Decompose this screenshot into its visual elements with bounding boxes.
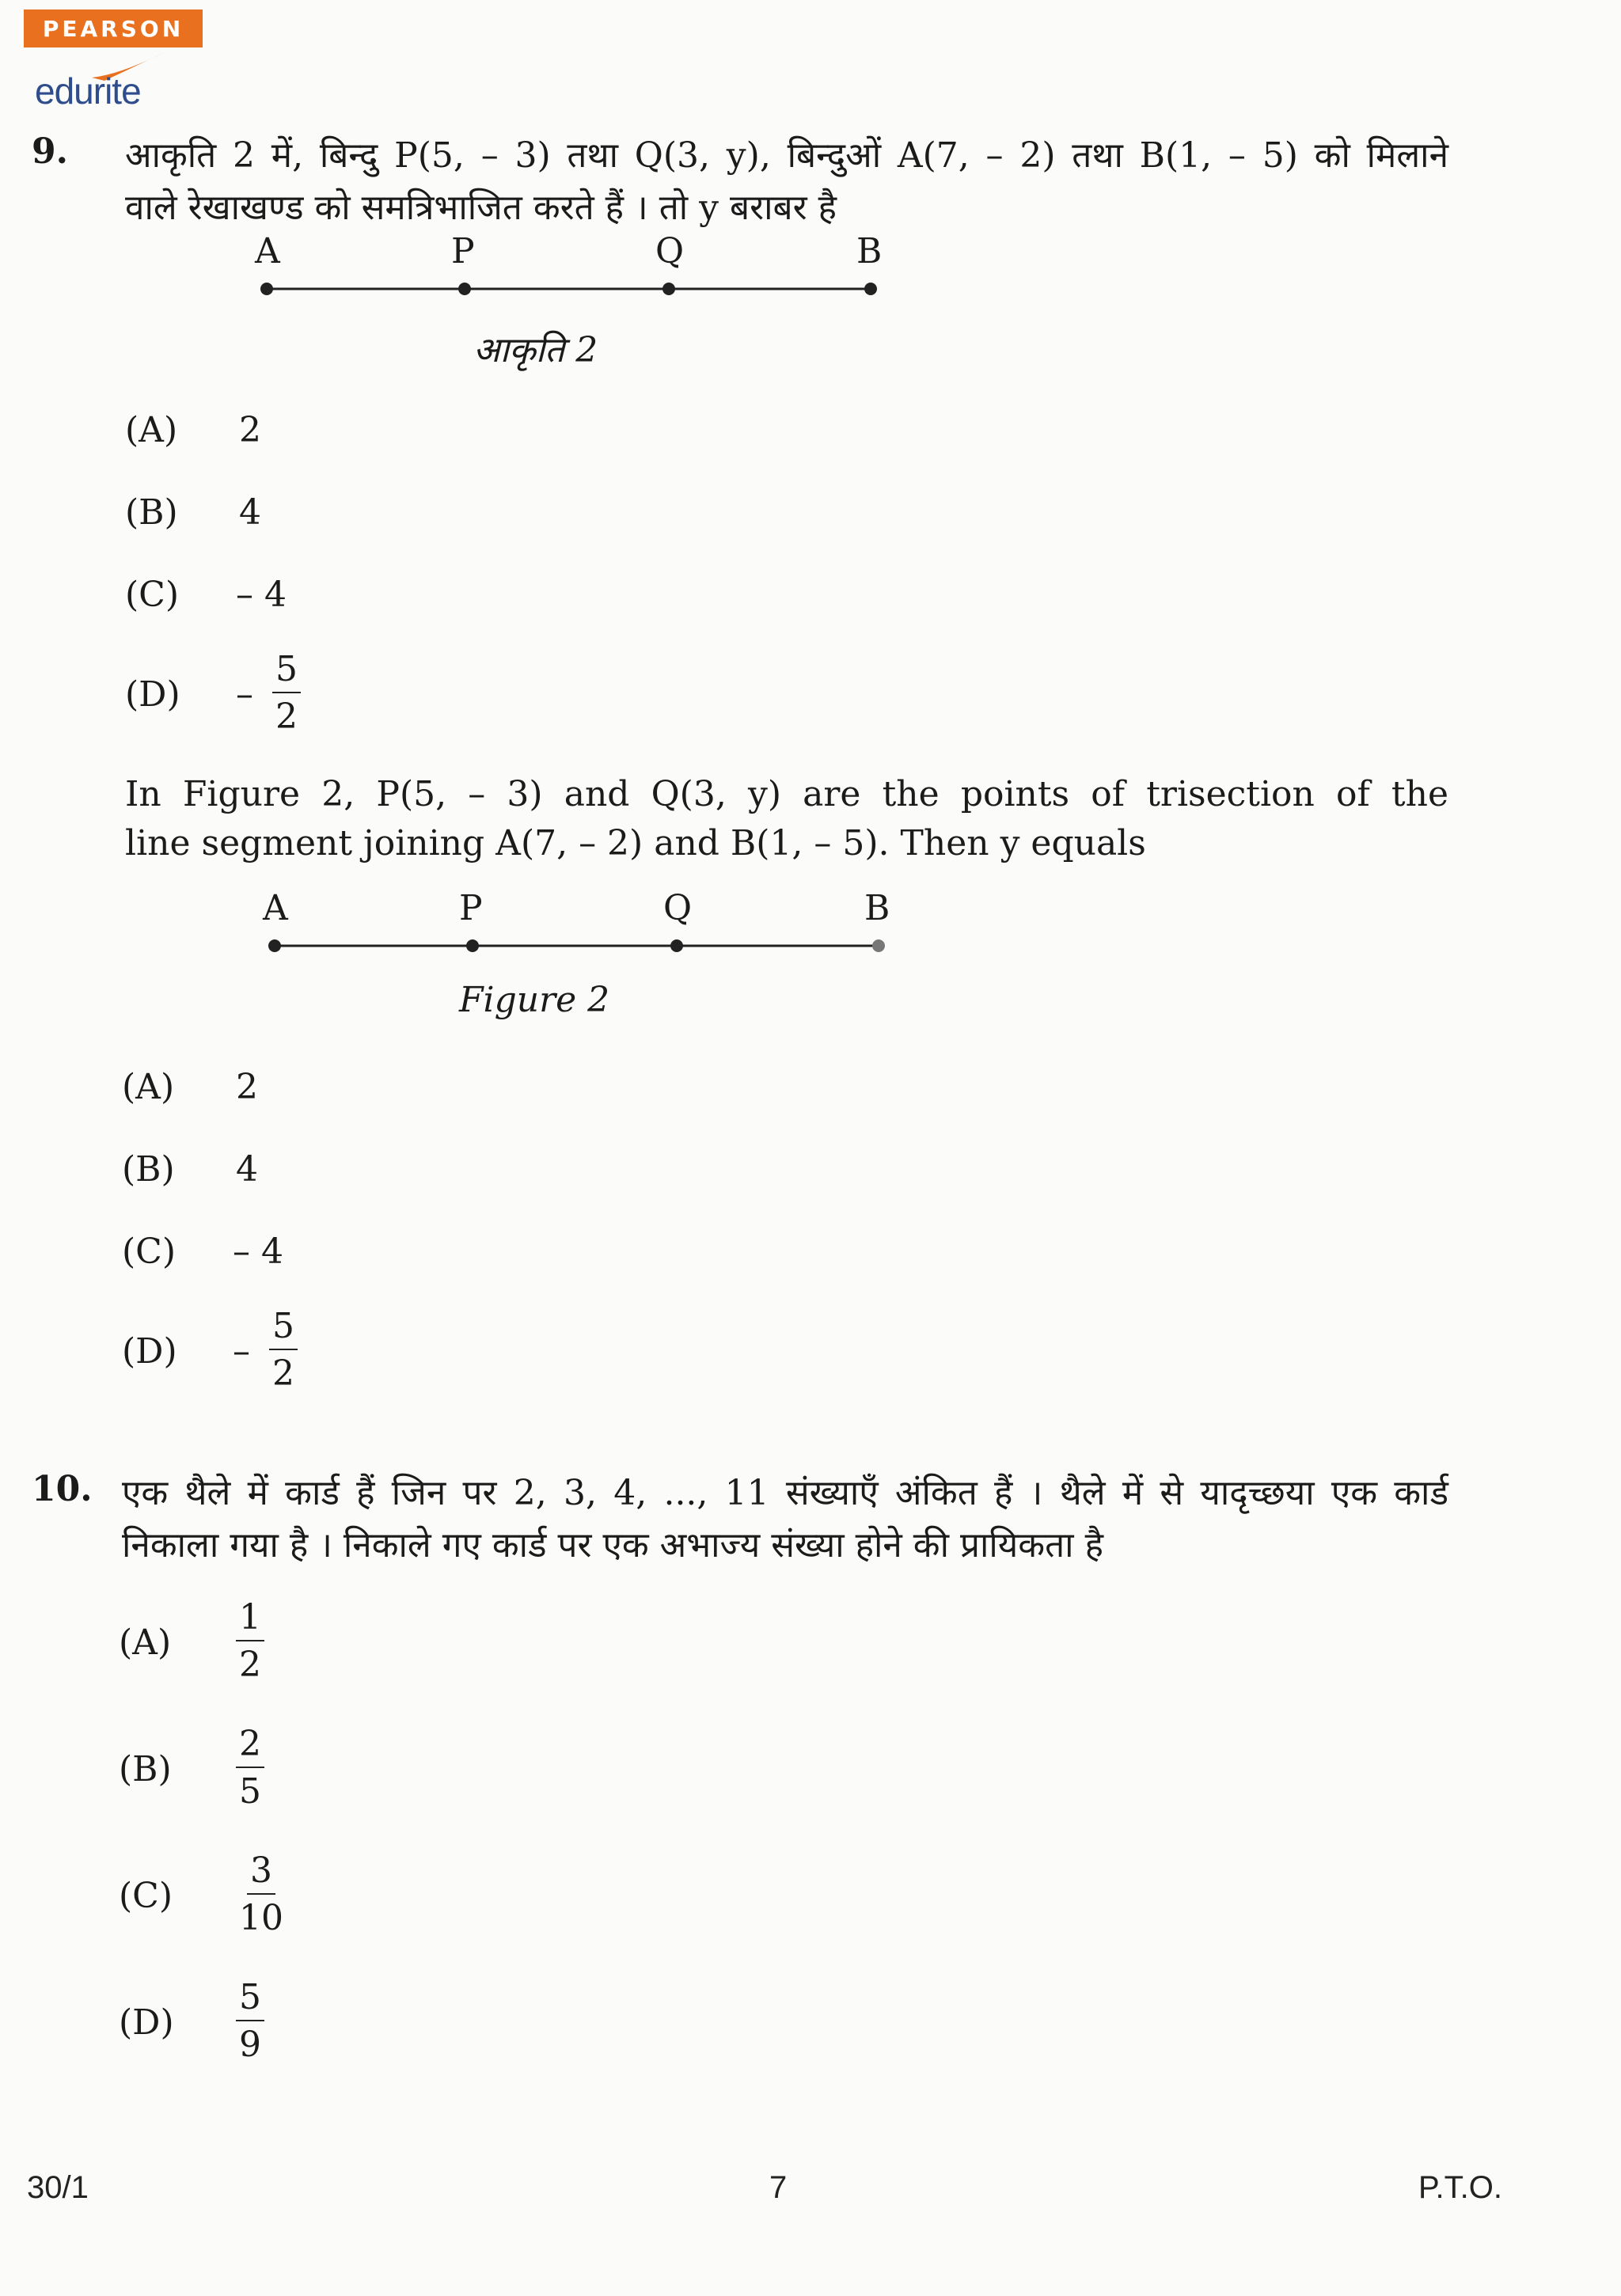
option-d-fraction bbox=[272, 651, 301, 737]
option-d-label: (D) bbox=[122, 1331, 177, 1372]
pearson-logo bbox=[24, 9, 203, 47]
figure-label-q: Q bbox=[655, 231, 685, 271]
option-c-label: (C) bbox=[125, 575, 179, 615]
page-number: 7 bbox=[769, 2170, 788, 2205]
option-b-label: (B) bbox=[119, 1749, 172, 1789]
figure-label-b: B bbox=[864, 888, 890, 928]
fraction-numerator: 3 bbox=[247, 1852, 275, 1895]
figure-label-q: Q bbox=[663, 888, 693, 928]
option-c-value: – 4 bbox=[236, 575, 287, 615]
option-a-fraction bbox=[236, 1599, 264, 1685]
figure-point-q bbox=[662, 283, 675, 295]
fraction-denominator: 9 bbox=[239, 2025, 261, 2066]
figure-caption-hindi: आकृति 2 bbox=[473, 330, 598, 370]
please-turn-over: P.T.O. bbox=[1418, 2170, 1502, 2205]
option-a-label: (A) bbox=[122, 1067, 175, 1107]
fraction-numerator: 1 bbox=[236, 1599, 264, 1641]
pearson-logo-text: PEARSON bbox=[42, 15, 184, 42]
figure-point-p bbox=[458, 283, 471, 295]
fraction-denominator: 2 bbox=[239, 1645, 261, 1686]
paper-code: 30/1 bbox=[27, 2170, 89, 2205]
fraction-numerator: 2 bbox=[236, 1725, 264, 1768]
fraction-numerator: 5 bbox=[269, 1307, 298, 1350]
question-10-hindi-line1: एक थैले में कार्ड हैं जिन पर 2, 3, 4, ..., 11 संख्याएँ अंकित हैं । थैले में से यादृच्छया एक कार्ड bbox=[122, 1473, 1448, 1513]
option-d-sign: – bbox=[233, 1331, 250, 1372]
figure-label-a: A bbox=[255, 231, 280, 271]
fraction-numerator: 5 bbox=[272, 651, 301, 693]
option-d-label: (D) bbox=[119, 2002, 174, 2043]
figure-point-p bbox=[466, 939, 479, 952]
option-b-label: (B) bbox=[122, 1149, 175, 1190]
option-a-value: 2 bbox=[236, 1067, 258, 1107]
figure-point-a bbox=[268, 939, 281, 952]
figure-point-b bbox=[872, 939, 885, 952]
fraction-denominator: 2 bbox=[272, 1353, 294, 1395]
question-9-hindi-line1: आकृति 2 में, बिन्दु P(5, – 3) तथा Q(3, y), बिन्दुओं A(7, – 2) तथा B(1, – 5) को मिलाने bbox=[125, 135, 1448, 176]
option-a-label: (A) bbox=[119, 1622, 172, 1663]
figure-label-a: A bbox=[263, 888, 288, 928]
option-d-sign: – bbox=[236, 674, 253, 715]
edurite-logo: edurite bbox=[35, 70, 141, 112]
option-c-label: (C) bbox=[119, 1876, 173, 1916]
question-9-english-line2: line segment joining A(7, – 2) and B(1, – 5). Then y equals bbox=[125, 823, 1146, 863]
fraction-numerator: 5 bbox=[236, 1979, 264, 2021]
figure-label-p: P bbox=[451, 231, 475, 271]
option-d-fraction bbox=[236, 1979, 264, 2065]
option-b-value: 4 bbox=[239, 492, 261, 533]
option-b-fraction bbox=[236, 1725, 264, 1812]
question-10-number: 10. bbox=[32, 1469, 93, 1509]
figure-point-b bbox=[864, 283, 877, 295]
option-b-label: (B) bbox=[125, 492, 178, 533]
figure-point-q bbox=[670, 939, 683, 952]
option-b-value: 4 bbox=[236, 1149, 258, 1190]
option-c-value: – 4 bbox=[233, 1231, 283, 1272]
fraction-denominator: 5 bbox=[239, 1771, 261, 1812]
option-a-label: (A) bbox=[125, 410, 178, 450]
figure-2-english bbox=[245, 886, 926, 973]
fraction-denominator: 2 bbox=[275, 696, 298, 738]
figure-2-hindi bbox=[237, 230, 918, 317]
option-d-label: (D) bbox=[125, 674, 180, 715]
question-9-hindi-line2: वाले रेखाखण्ड को समत्रिभाजित करते हैं । तो y बराबर है bbox=[125, 188, 837, 228]
figure-label-b: B bbox=[856, 231, 883, 271]
figure-label-p: P bbox=[459, 888, 483, 928]
option-d-fraction bbox=[269, 1307, 298, 1394]
figure-point-a bbox=[260, 283, 273, 295]
option-c-fraction bbox=[236, 1852, 287, 1938]
option-c-label: (C) bbox=[122, 1231, 176, 1272]
fraction-denominator: 10 bbox=[239, 1898, 283, 1939]
question-9-english-line1: In Figure 2, P(5, – 3) and Q(3, y) are the points of trisection of the bbox=[125, 774, 1448, 814]
option-a-value: 2 bbox=[239, 410, 261, 450]
question-10-hindi-line2: निकाला गया है । निकाले गए कार्ड पर एक अभाज्य संख्या होने की प्रायिकता है bbox=[122, 1525, 1103, 1565]
question-9-number: 9. bbox=[32, 131, 68, 172]
figure-caption-english: Figure 2 bbox=[459, 980, 610, 1020]
